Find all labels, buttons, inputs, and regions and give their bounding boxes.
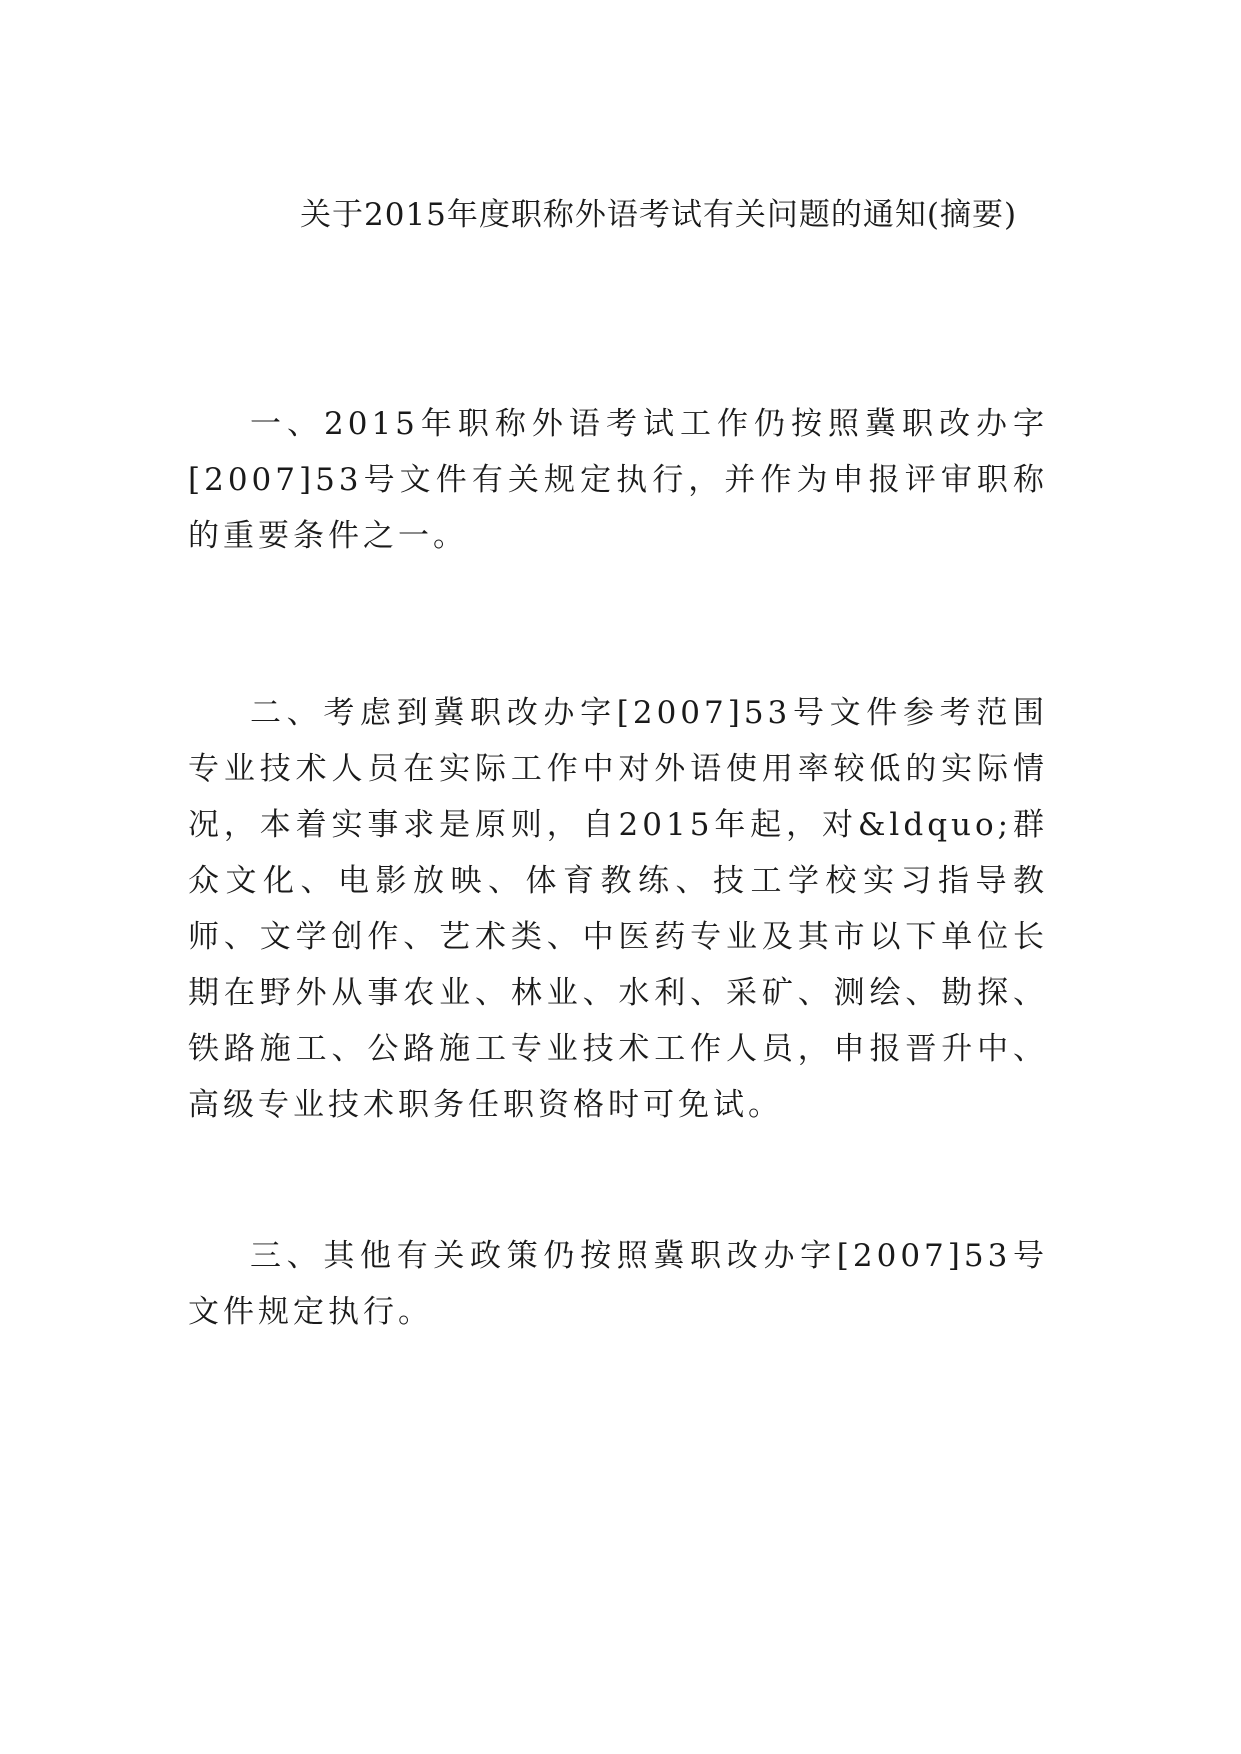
document-title: 关于2015年度职称外语考试有关问题的通知(摘要) <box>300 197 1018 233</box>
paragraph-1: 一、2015年职称外语考试工作仍按照冀职改办字[2007]53号文件有关规定执行，并作为申报评审职称的重要条件之一。 <box>188 406 1048 554</box>
paragraph-2: 二、考虑到冀职改办字[2007]53号文件参考范围专业技术人员在实际工作中对外语使用率较低的实际情况，本着实事求是原则，自2015年起，对&ldquo;群众文化、电影放映、体育教练、技工学校实习指导教师、文学创作、艺术类、中医药专业及其市以下单位长期在野外从事农业、林业、水利、采矿、测绘、勘探、铁路施工、公路施工专业技术工作人员，申报晋升中、高级专业技术职务任职资格时可免试。 <box>188 695 1048 1123</box>
paragraph-3: 三、其他有关政策仍按照冀职改办字[2007]53号文件规定执行。 <box>188 1238 1048 1330</box>
